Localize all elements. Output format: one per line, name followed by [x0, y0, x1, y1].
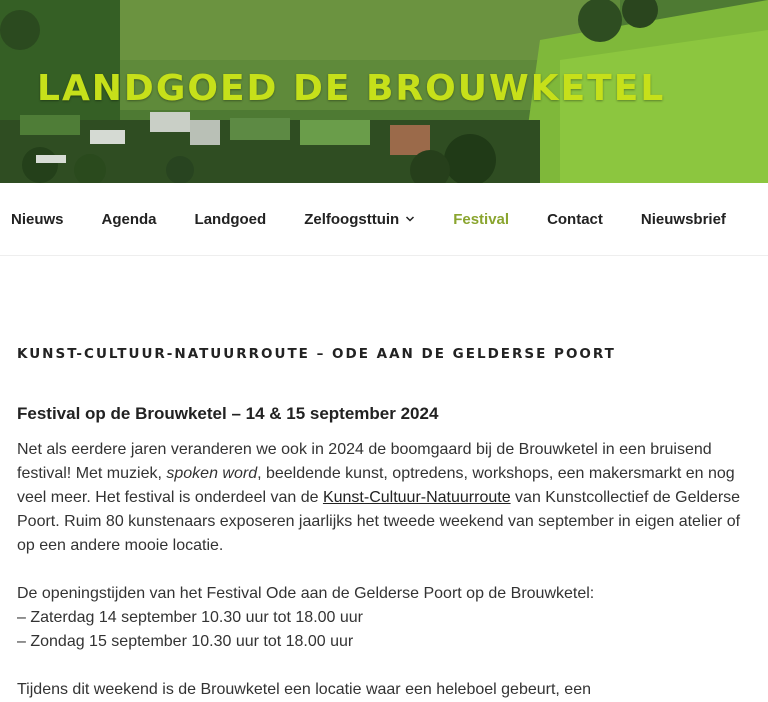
site-title[interactable]: LANDGOED DE BROUWKETEL: [37, 68, 666, 109]
nav-item-agenda[interactable]: [102, 211, 157, 228]
intro-text: van Kunstcollectief de Gelderse Poort. Ruim 80 kunstenaars exposeren jaarlijks het tweede weekend van september in eigen atelier of op een andere mooie locatie.: [17, 489, 741, 554]
kunst-cultuur-natuurroute-link[interactable]: Kunst-Cultuur-Natuurroute: [322, 489, 511, 506]
nav-item-landgoed[interactable]: [195, 211, 267, 228]
opening-hours-sunday: – Zondag 15 september 10.30 uur tot 18.00 uur: [17, 633, 354, 650]
opening-hours-saturday: – Zaterdag 14 september 10.30 uur tot 18.00 uur: [17, 609, 364, 626]
intro-text: , beeldende kunst, optredens, workshops, een makersmarkt en nog veel meer. Het festival is onderdeel van de: [17, 465, 735, 506]
nav-item-zelfoogsttuin[interactable]: [304, 211, 415, 228]
opening-hours-intro: De openingstijden van het Festival Ode aan de Gelderse Poort op de Brouwketel:: [17, 585, 595, 602]
nav-item-label: Nieuws: [11, 210, 64, 228]
nav-item-contact[interactable]: [547, 211, 603, 228]
page-title: KUNST-CULTUUR-NATUURROUTE – ODE AAN DE GELDERSE POORT: [17, 346, 616, 362]
nav-item-label: Agenda: [101, 210, 157, 228]
intro-text: Net als eerdere jaren veranderen we ook in 2024 de boomgaard bij de Brouwketel in een bruisend festival! Met muziek,: [17, 441, 712, 482]
chevron-down-icon: [405, 214, 415, 224]
nav-item-nieuwsbrief[interactable]: [641, 211, 726, 228]
nav-item-festival[interactable]: [453, 211, 509, 228]
intro-paragraph: [17, 438, 747, 558]
page-content: [0, 346, 768, 702]
intro-emphasis: spoken word: [166, 465, 258, 482]
nav-item-label: Nieuwsbrief: [640, 210, 726, 228]
nav-item-label: Landgoed: [194, 210, 267, 228]
post-title: Festival op de Brouwketel – 14 & 15 september 2024: [17, 404, 439, 423]
weekend-paragraph: Tijdens dit weekend is de Brouwketel een locatie waar een heleboel gebeurt, een: [17, 681, 591, 698]
nav-item-label: Contact: [547, 210, 603, 228]
nav-item-nieuws[interactable]: [11, 211, 64, 228]
nav-item-label: Zelfoogsttuin: [304, 210, 400, 228]
header-banner: [0, 0, 768, 183]
nav-item-label: Festival: [453, 210, 510, 228]
opening-hours: [17, 582, 751, 654]
main-navigation: [0, 183, 768, 256]
